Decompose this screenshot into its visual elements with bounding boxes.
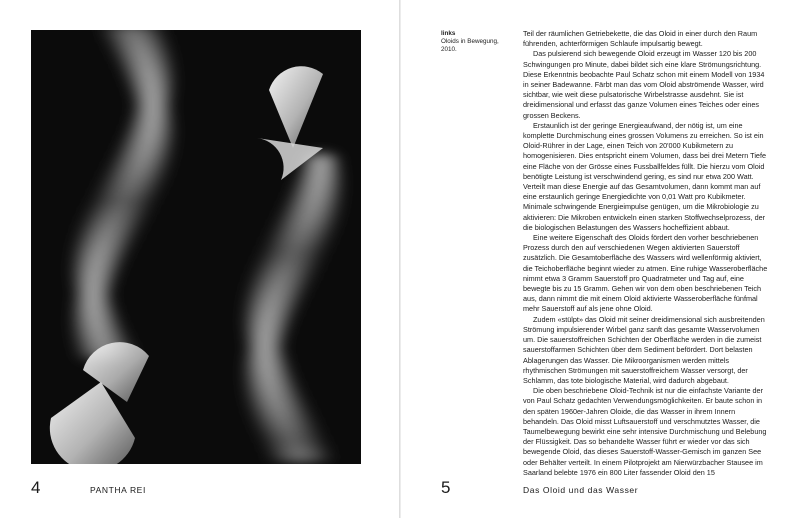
left-running-head: PANTHA REI	[90, 485, 146, 495]
paragraph: Eine weitere Eigenschaft des Oloids fördert den vorher beschriebenen Prozess durch den auf verschiedenen Wegen aktivierten Sauerstoff zusätzlich. Die Gesamtoberfläche des Wassers wird wellenförmig aktiviert, die Teichoberfläche beginnt wieder zu atmen. Eine ruhige Wasseroberfläche nimmt etwa 3 Gramm Sauerstoff pro Quadratmeter und Tag auf, eine bewegte bis zu 15 Gramm. Gehen wir von dem oben beschriebenen Teich aus, dann nimmt die mit einem Oloid aktivierte Wasseroberfläche fünfmal mehr Sauerstoff auf als jene ohne Oloid.	[523, 233, 768, 314]
paragraph: Zudem «stülpt» das Oloid mit seiner dreidimensional sich ausbreitenden Strömung impulsierender Wirbel ganz sanft das gesamte Wasservolumen um. Die sauerstoffreichen Schichten der Oberfläche werden in die zumeist sauerstoffarmen Schichten über dem Sediment befördert. Dort belasten Ablagerungen das Wasser. Die Mikroorganismen werden mittels rhythmischen Strömungen mit sauerstoffreichem Wasser versorgt, der Schlamm, das tote biologische Material, wird dadurch abgebaut.	[523, 314, 765, 385]
photo-caption	[441, 30, 511, 55]
oloid-photograph	[31, 30, 361, 464]
paragraph: Erstaunlich ist der geringe Energieaufwand, der nötig ist, um eine komplette Durchmischung eines grossen Volumens zu erreichen. So ist ein Oloid-Rührer in der Lage, einen Teich von 20'000 Kubikmetern zu homogenisieren. Dies entspricht einem Volumen, dass bei drei Metern Tiefe eine Fläche von der Grösse eines Fussballfeldes füllt. Die hierzu vom Oloid benötigte Leistung ist verschwindend gering, es sind nur etwa 200 Watt. Verteilt man diese Energie auf das Gesamtvolumen, dann kommt man auf eine erstaunlich geringe Energiedichte von 0,01 Watt pro Kubikmeter. Minimale schwingende Energieimpulse genügen, um die Mikrobiologie zu aktivieren: Die Mikroben entwickeln einen starken Stoffwechselprozess, der die biologischen Belastungen des Wassers hocheffizient abbaut.	[523, 120, 767, 232]
right-page	[401, 0, 800, 518]
paragraph: Das pulsierend sich bewegende Oloid erzeugt im Wasser 120 bis 200 Schwingungen pro Minute, dabei bildet sich eine klare Strömungsrichtung. Diese Erkenntnis beobachte Paul Schatz schon mit einem Modell von 1934 in seiner Badewanne. Färbt man das vom Oloid abströmende Wasser, wird sichtbar, wie weit diese pulsatorische Wirbelstrasse ausdehnt. Sie ist dreidimensional und erfasst das ganze Volumen eines Teiches oder eines grossen Beckens.	[523, 49, 765, 120]
oloid-motion-photograph-icon	[31, 30, 361, 464]
left-page	[0, 0, 399, 518]
caption-text: Oloids in Bewegung, 2010.	[441, 38, 499, 54]
paragraph: Die oben beschriebene Oloid-Technik ist nur die einfachste Variante der von Paul Schatz gedachten Verwendungsmöglichkeiten. Er baute schon in den späten 1960er-Jahren Oloide, die das Wasser in ihrem Innern behandeln. Das Oloid misst Luftsauerstoff und verschmutztes Wasser, die Taumelbewegung bewirkt eine sehr intensive Durchmischung und Belebung der Flüssigkeit. Das so behandelte Wasser führt er wieder vor das sich bewegende Oloid, das dieses Sauerstoff-Wasser-Gemisch im ganzen See oder Behälter verteilt. In einem Pilotprojekt am Nierwürzbacher Stausee im Saarland belebte 1976 ein 800 Liter fassender Oloid den 15	[523, 386, 767, 477]
right-page-number: 5	[441, 478, 451, 497]
right-running-head: Das Oloid und das Wasser	[523, 485, 639, 495]
caption-label: links	[441, 30, 456, 37]
left-page-number: 4	[31, 478, 41, 497]
paragraph: Teil der räumlichen Getriebekette, die das Oloid in einer durch den Raum führenden, achterförmigen Schlaufe impulsartig bewegt.	[523, 29, 758, 49]
body-text	[523, 29, 769, 478]
